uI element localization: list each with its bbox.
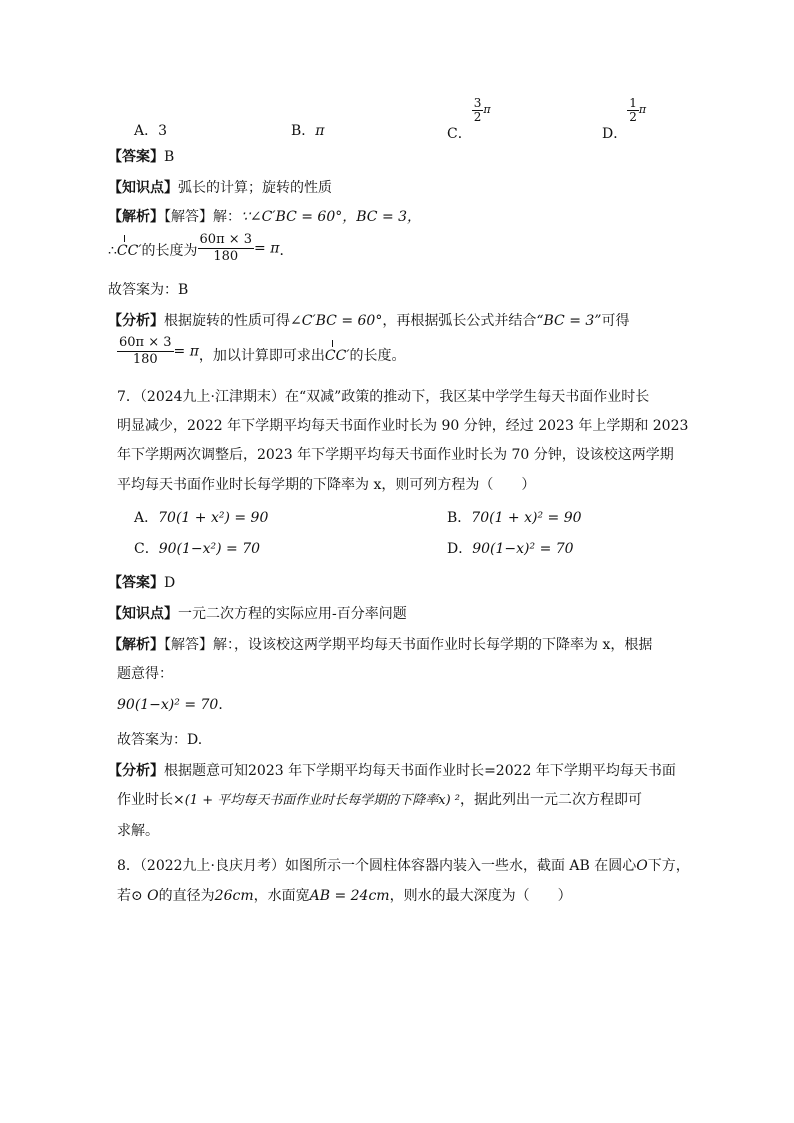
q6-option-a-label: A． [134, 123, 159, 139]
q7-answer-value: D [164, 575, 176, 591]
q7-method-text2c: ，据此列出一元二次方程即可 [459, 792, 642, 808]
q7-method-text1: 根据题意可知2023 年下学期平均每天书面作业时长=2022 年下学期平均每天书面 [164, 763, 676, 779]
method-frac-num: 60π × 3 [119, 335, 172, 350]
q7-analysis-sub-tag: 【解答】 [164, 637, 213, 653]
q7-analysis-text2: 题意得： [117, 666, 173, 682]
q6-method-line2 [117, 335, 406, 368]
q7-conclusion-text: 故答案为：D. [117, 732, 203, 748]
q6-answer [108, 146, 174, 166]
q7-answer [108, 572, 175, 592]
q7-option-c [134, 538, 260, 558]
q7-method-line1 [108, 760, 676, 780]
q7-knowledge [108, 603, 407, 623]
q7-option-a-label: A． [134, 510, 159, 526]
q7-option-d-value: 90(1−x)² = 70 [472, 541, 574, 557]
q7-method-line3 [117, 820, 159, 840]
q7-answer-tag: 【答案】 [108, 575, 164, 591]
q8-circle-o: ⊙ O [131, 888, 159, 904]
q6-analysis-arc [108, 232, 293, 265]
method-text5: 的长度。 [349, 347, 406, 364]
method-frac-result: = π [173, 343, 199, 360]
q7-stem-line1 [117, 386, 649, 406]
q7-option-d-label: D． [447, 541, 473, 557]
q7-stem-text2: 明显减少，2022 年下学期平均每天书面作业时长为 90 分钟，经过 2023 年上学期和 2023 [117, 418, 689, 434]
arc-end: ． [279, 242, 294, 259]
q6-option-d-den: 2 [629, 110, 637, 124]
q7-stem-text1: 7．（2024九上·江津期末）在“双减”政策的推动下，我区某中学学生每天书面作业时长 [117, 389, 650, 405]
q7-analysis-line1 [108, 634, 652, 654]
q6-conclusion-text: 故答案为：B [108, 282, 189, 298]
method-text1: 根据旋转的性质可得 [164, 313, 290, 329]
q7-equation: 90(1−x)² = 70 [117, 697, 219, 713]
q6-option-c-label: C． [447, 125, 472, 142]
q7-option-c-label: C． [134, 541, 159, 557]
q6-option-d-fraction [627, 97, 639, 124]
analysis-tag: 【解析】 [108, 209, 164, 225]
q6-conclusion [108, 279, 188, 299]
q7-analysis-text1: 解：，设该校这两学期平均每天书面作业时长每学期的下降率为 x，根据 [213, 637, 653, 653]
q6-option-b [291, 120, 325, 140]
q6-option-a-value: 3 [158, 123, 168, 139]
q7-method-tag: 【分析】 [108, 763, 164, 779]
q6-knowledge-text: 弧长的计算；旋转的性质 [178, 180, 332, 196]
q6-option-c-fraction [472, 97, 484, 124]
arc-result: = π [254, 240, 280, 257]
method-tag: 【分析】 [108, 313, 164, 329]
q7-method-text2a: 作业时长× [117, 792, 185, 808]
q6-option-d-label: D． [602, 125, 628, 142]
q6-option-b-value: π [315, 123, 325, 139]
q8-stem-line2 [117, 885, 572, 905]
q8-text2g: ，则水的最大深度为（ ） [389, 888, 572, 904]
analysis-lead: 解： [213, 209, 241, 225]
q6-option-c-num: 3 [473, 96, 482, 110]
q7-option-c-value: 90(1−x²) = 70 [158, 541, 261, 557]
q7-analysis-line2 [117, 663, 173, 683]
q6-knowledge [108, 177, 332, 197]
method-text4: ，加以计算即可求出 [198, 347, 325, 364]
method-text2: ，再根据弧长公式并结合 [382, 313, 537, 329]
knowledge-tag: 【知识点】 [108, 180, 178, 196]
arc-frac-num: 60π × 3 [199, 232, 253, 247]
q8-text1c: 下方， [647, 858, 690, 874]
q7-stem-text3: 年下学期两次调整后，2023 年下学期平均每天书面作业时长为 70 分钟，设该校这两学期 [117, 447, 674, 463]
q8-water-width: AB = 24cm [309, 888, 390, 904]
q6-option-a [134, 120, 167, 140]
q8-text2c: 的直径为 [158, 888, 215, 904]
arc-mid: 的长度为 [141, 242, 198, 259]
q8-stem-line1 [117, 855, 690, 875]
q7-analysis-equation [117, 694, 232, 714]
arc-frac-den: 180 [198, 248, 255, 265]
q7-method-line2 [117, 789, 642, 809]
arc-fraction [198, 232, 255, 265]
q7-option-b [447, 507, 582, 527]
method-expr2: “BC = 3” [536, 313, 602, 329]
q6-option-b-label: B． [291, 123, 316, 139]
q8-text2e: ，水面宽 [253, 888, 310, 904]
q7-knowledge-text: 一元二次方程的实际应用-百分率问题 [178, 606, 407, 622]
q7-method-text3: 求解。 [117, 823, 159, 839]
method-expr1: ∠C′BC = 60° [290, 313, 383, 329]
analysis-given: ∵∠C′BC = 60°，BC = 3， [241, 209, 422, 225]
method-arc-name: CC′ [324, 347, 350, 364]
q7-eq-end: ． [218, 697, 233, 713]
q7-stem-line3 [117, 444, 674, 464]
q7-option-a [134, 507, 268, 527]
q8-diameter: 26cm [214, 888, 254, 904]
q7-stem-line4 [117, 474, 535, 494]
q8-text1a: 8．（2022九上·良庆月考）如图所示一个圆柱体容器内装入一些水，截面 AB 在圆心 [117, 858, 637, 874]
q7-analysis-tag: 【解析】 [108, 637, 164, 653]
q6-option-d-tail: π [638, 102, 647, 116]
answer-tag: 【答案】 [108, 149, 164, 165]
method-frac-den: 180 [117, 351, 174, 368]
q7-conclusion [117, 729, 202, 749]
arc-lead: ∴ [108, 242, 117, 259]
q7-option-b-label: B． [447, 510, 472, 526]
q6-option-c-den: 2 [473, 110, 482, 124]
q6-option-c [447, 96, 491, 142]
q6-analysis-given [108, 206, 421, 226]
arc-name: CC′ [116, 242, 142, 259]
q7-knowledge-tag: 【知识点】 [108, 606, 178, 622]
q8-text2a: 若 [117, 888, 131, 904]
q6-option-d-num: 1 [629, 96, 637, 110]
q7-option-b-value: 70(1 + x)² = 90 [471, 510, 582, 526]
q7-option-d [447, 538, 574, 558]
q7-option-a-value: 70(1 + x²) = 90 [158, 510, 269, 526]
q6-option-c-tail: π [483, 102, 491, 116]
q6-method-line1 [108, 310, 629, 330]
q8-center-o: O [636, 858, 648, 874]
method-fraction [117, 335, 174, 368]
method-text3: 可得 [601, 313, 630, 329]
q7-method-text2b: (1 + 平均每天书面作业时长每学期的下降率x) ² [184, 793, 460, 808]
q7-stem-text4: 平均每天书面作业时长每学期的下降率为 x，则可列方程为（ ） [117, 477, 536, 493]
q6-option-d [602, 96, 647, 142]
q6-answer-value: B [164, 149, 175, 165]
q7-stem-line2 [117, 415, 688, 435]
analysis-sub-tag: 【解答】 [164, 209, 213, 225]
